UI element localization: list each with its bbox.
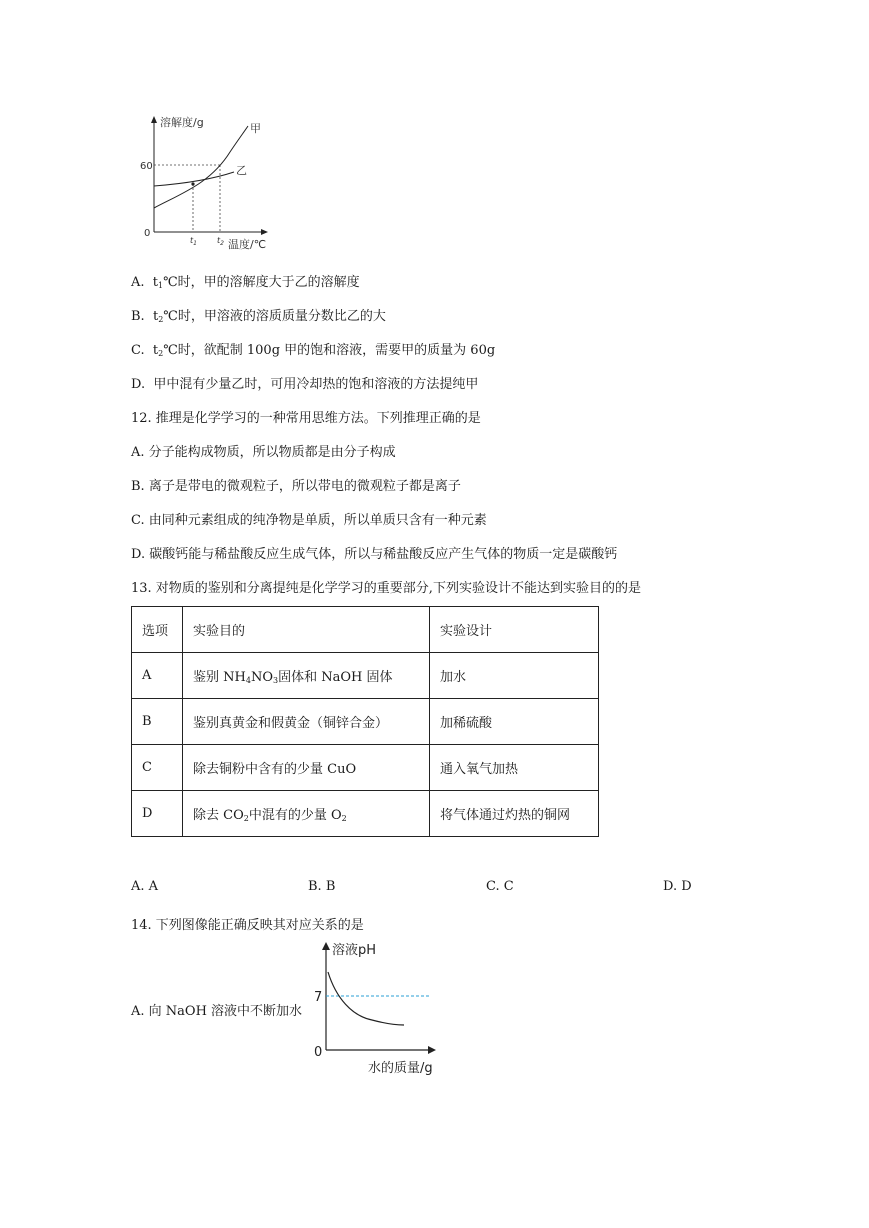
q14-ytick-7: 7 [314,990,323,1005]
q11-solubility-chart [140,112,280,252]
q12-option-b: B. 离子是带电的微观粒子，所以带电的微观粒子都是离子 [131,479,461,494]
q11-series-jia-label: 甲 [250,122,261,135]
table-header-cell: 实验设计 [430,607,599,653]
q12-option-c: C. 由同种元素组成的纯净物是单质，所以单质只含有一种元素 [131,513,487,528]
q14-stem: 14. 下列图像能正确反映其对应关系的是 [131,918,364,933]
q14-y-arrow [322,942,330,950]
table-cell-option: D [132,791,183,837]
q13-table [131,606,599,837]
table-cell-goal: 除去 $CO_2$中混有的少量 $O_2$ [183,791,430,837]
q14-xlabel: 水的质量/g [368,1061,433,1076]
q14-ph-chart [312,938,447,1076]
q11-ytick-60: 60 [140,161,153,172]
table-cell-goal: 除去铜粉中含有的少量 CuO [183,745,430,791]
q13-answer-d: D. D [663,879,692,894]
table-cell-option: A [132,653,183,699]
q11-option-c: C. $t_2℃$时，欲配制 100g 甲的饱和溶液，需要甲的质量为 60g [131,343,496,358]
q13-answer-b: B. B [308,879,336,894]
table-cell-goal: 鉴别 $NH_4NO_3$固体和 NaOH 固体 [183,653,430,699]
q11-curve-jia [154,126,248,208]
table-header-cell: 选项 [132,607,183,653]
q11-ytick-0: 0 [144,228,151,239]
table-cell-design: 加水 [430,653,599,699]
q13-answer-c: C. C [486,879,514,894]
q11-x-arrow [261,229,268,235]
table-header-row [132,607,599,653]
q11-ylabel: 溶解度/g [160,116,204,129]
table-cell-design: 通入氧气加热 [430,745,599,791]
q11-option-a: A. $t_1℃$时，甲的溶解度大于乙的溶解度 [131,275,360,290]
q14-ylabel: 溶液pH [332,943,377,958]
table-row [132,791,599,837]
q13-answer-a: A. A [131,879,159,894]
q14-ytick-0: 0 [314,1045,323,1060]
q12-option-a: A. 分子能构成物质，所以物质都是由分子构成 [131,445,396,460]
q12-stem: 12. 推理是化学学习的一种常用思维方法。下列推理正确的是 [131,411,481,426]
table-cell-design: 将气体通过灼热的铜网 [430,791,599,837]
q14-x-arrow [428,1046,436,1054]
q11-intersection-point [191,182,194,185]
q14-option-a: A. 向 NaOH 溶液中不断加水 [131,1004,303,1019]
q13-stem: 13. 对物质的鉴别和分离提纯是化学学习的重要部分,下列实验设计不能达到实验目的的是 [131,581,641,596]
q11-series-yi-label: 乙 [236,164,247,177]
q11-xtick-t1: $t_1$ [190,236,197,247]
q11-xlabel: 温度/℃ [228,238,267,251]
table-row [132,653,599,699]
table-cell-option: B [132,699,183,745]
table-row [132,745,599,791]
q11-y-arrow [151,116,157,123]
table-row [132,699,599,745]
table-cell-design: 加稀硫酸 [430,699,599,745]
table-cell-option: C [132,745,183,791]
table-header-cell: 实验目的 [183,607,430,653]
q14-ph-curve [328,972,404,1025]
q11-option-b: B. $t_2℃$时，甲溶液的溶质质量分数比乙的大 [131,309,386,324]
table-cell-goal: 鉴别真黄金和假黄金（铜锌合金） [183,699,430,745]
q12-option-d: D. 碳酸钙能与稀盐酸反应生成气体，所以与稀盐酸反应产生气体的物质一定是碳酸钙 [131,547,618,562]
q11-option-d: D. 甲中混有少量乙时，可用冷却热的饱和溶液的方法提纯甲 [131,377,479,392]
q11-xtick-t2: $t_2$ [217,236,224,247]
